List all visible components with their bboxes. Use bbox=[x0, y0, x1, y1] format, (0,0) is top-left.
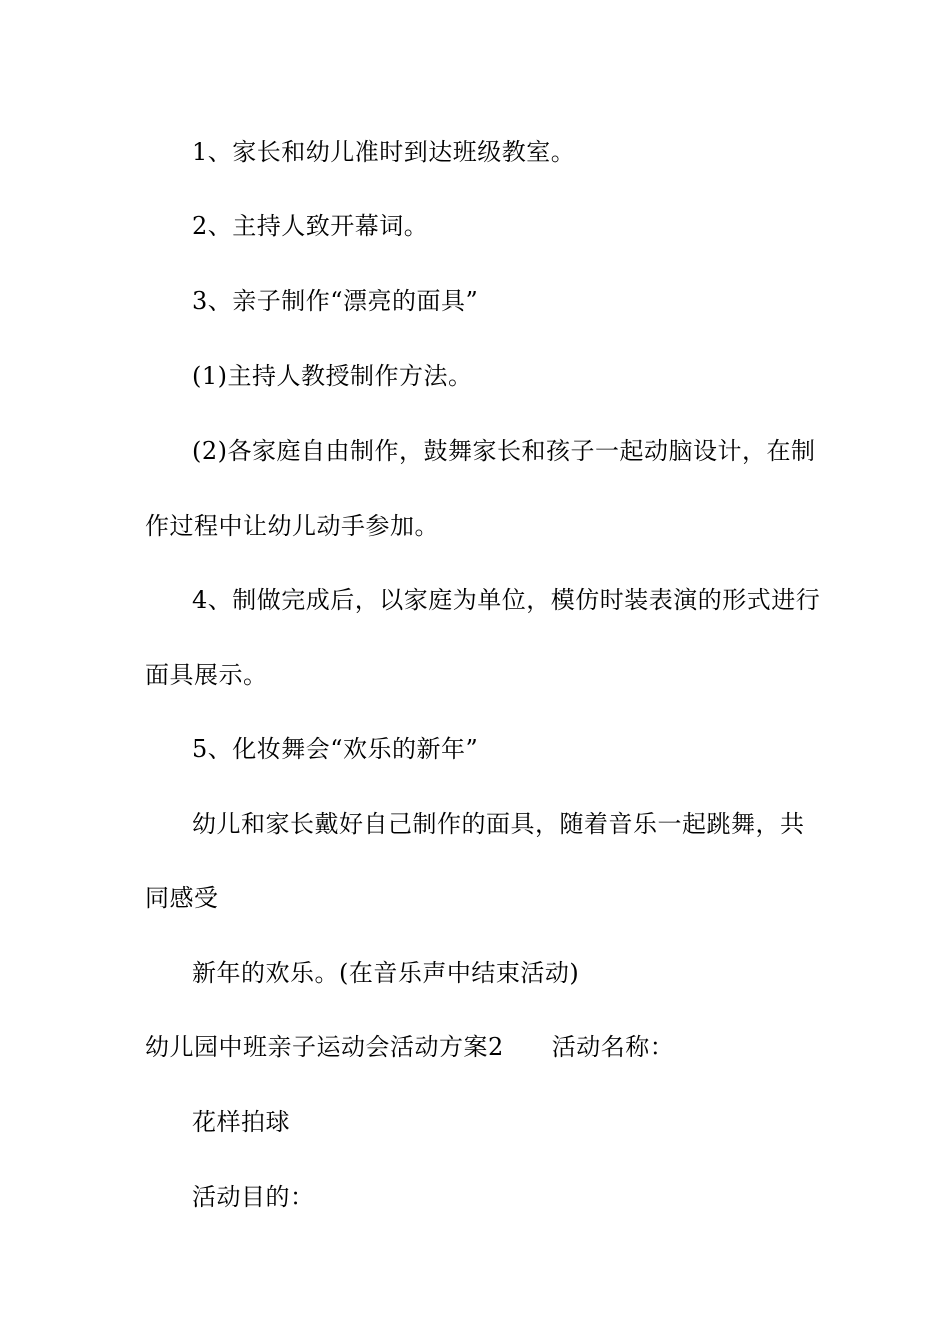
paragraph-step-3: 3、亲子制作“漂亮的面具” bbox=[192, 287, 479, 315]
section-heading-row bbox=[145, 1031, 674, 1063]
paragraph-step-2: 2、主持人致开幕词。 bbox=[192, 212, 429, 240]
paragraph-substep-1: (1)主持人教授制作方法。 bbox=[192, 362, 473, 390]
paragraph-step-4-line-1: 4、制做完成后，以家庭为单位，模仿时装表演的形式进行 bbox=[192, 586, 821, 614]
paragraph-substep-2-line-2: 作过程中让幼儿动手参加。 bbox=[145, 512, 439, 540]
activity-name-label: 活动名称： bbox=[551, 1033, 675, 1061]
paragraph-dance-line-1: 幼儿和家长戴好自己制作的面具，随着音乐一起跳舞，共 bbox=[192, 810, 805, 838]
plan-title: 幼儿园中班亲子运动会活动方案2 bbox=[145, 1033, 504, 1061]
activity-purpose-label: 活动目的： bbox=[192, 1183, 315, 1211]
paragraph-closing: 新年的欢乐。(在音乐声中结束活动) bbox=[192, 959, 580, 987]
paragraph-dance-line-2: 同感受 bbox=[145, 884, 219, 912]
activity-name-value: 花样拍球 bbox=[192, 1108, 290, 1136]
paragraph-substep-2-line-1: (2)各家庭自由制作，鼓舞家长和孩子一起动脑设计，在制 bbox=[192, 437, 816, 465]
paragraph-step-5: 5、化妆舞会“欢乐的新年” bbox=[192, 735, 479, 763]
paragraph-step-1: 1、家长和幼儿准时到达班级教室。 bbox=[192, 138, 576, 166]
paragraph-step-4-line-2: 面具展示。 bbox=[145, 661, 268, 689]
